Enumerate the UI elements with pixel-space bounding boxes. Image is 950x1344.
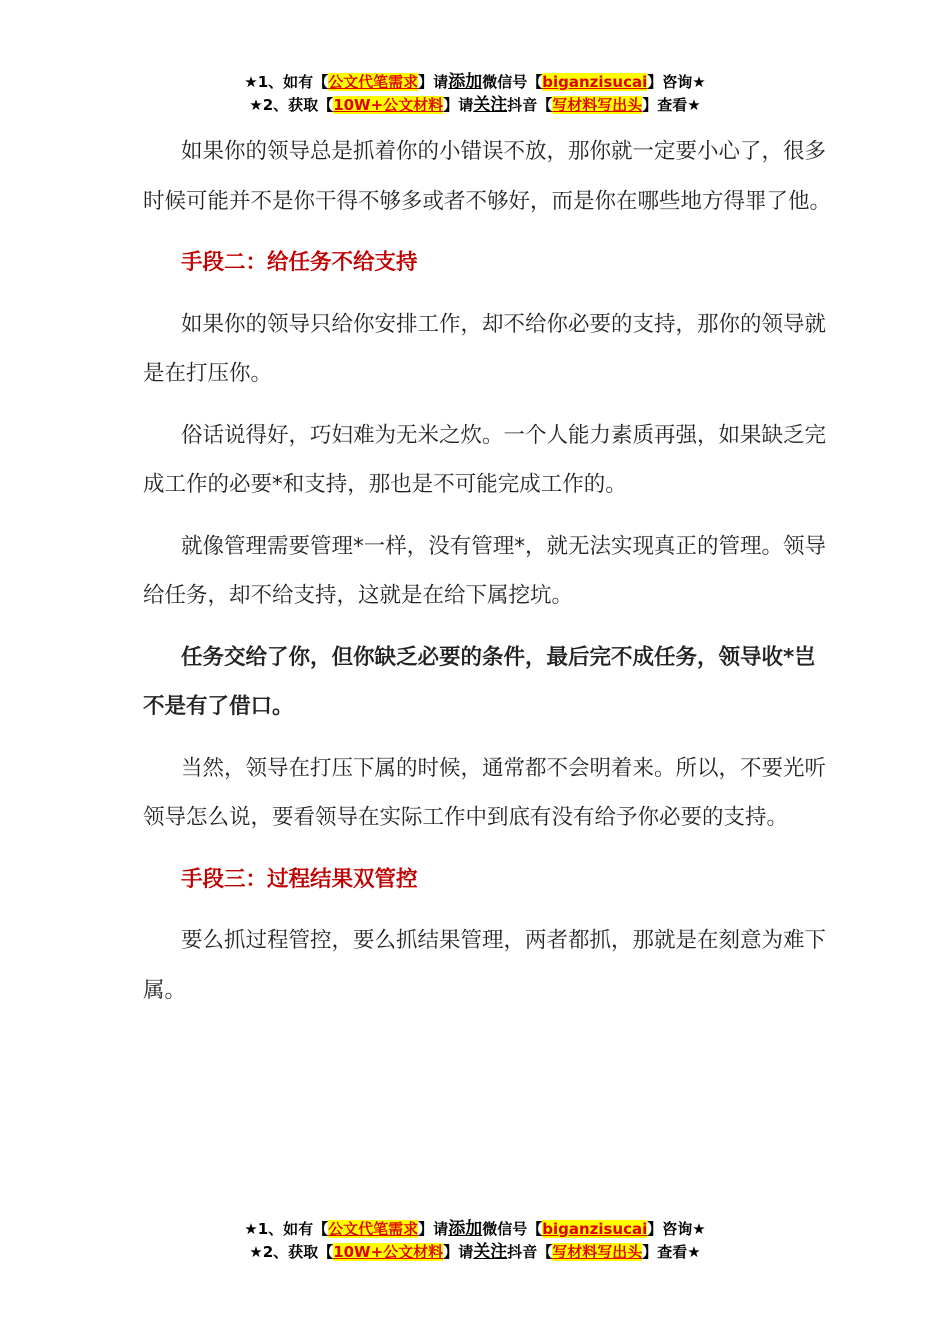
body-paragraph: 如果你的领导总是抓着你的小错误不放，那你就一定要小心了，很多时候可能并不是你干得不够多或者不够好，而是你在哪些地方得罪了他。 xyxy=(143,139,832,214)
banner-emphasis: 关注 xyxy=(473,1242,508,1262)
banner-text: 】请 xyxy=(418,73,449,91)
banner-highlight: 10W+公文材料 xyxy=(333,1243,444,1261)
banner-text: ★1、如有【 xyxy=(244,73,329,91)
banner-emphasis: 添加 xyxy=(448,72,483,92)
banner-text: 】查看★ xyxy=(642,96,701,114)
footer-banner xyxy=(0,1218,950,1264)
banner-highlight: 写材料写出头 xyxy=(552,1243,643,1261)
bold-paragraph: 任务交给了你，但你缺乏必要的条件，最后完不成任务，领导收*岂不是有了借口。 xyxy=(143,644,816,719)
banner-highlight: 10W+公文材料 xyxy=(333,96,444,114)
banner-text: 微信号【 xyxy=(482,73,543,91)
banner-text: 微信号【 xyxy=(482,1220,543,1238)
banner-text: 抖音【 xyxy=(507,96,553,114)
banner-highlight: 公文代笔需求 xyxy=(328,1220,419,1238)
document-body xyxy=(143,127,833,1027)
banner-emphasis: 添加 xyxy=(448,1219,483,1239)
banner-highlight: biganzisucai xyxy=(542,1220,648,1238)
banner-highlight: 写材料写出头 xyxy=(552,96,643,114)
banner-highlight: biganzisucai xyxy=(542,73,648,91)
banner-text: 】查看★ xyxy=(642,1243,701,1261)
banner-text: 】请 xyxy=(443,96,474,114)
banner-line-1 xyxy=(0,71,950,94)
banner-text: 】请 xyxy=(443,1243,474,1261)
banner-text: ★1、如有【 xyxy=(244,1220,329,1238)
banner-line-1 xyxy=(0,1218,950,1241)
banner-line-2 xyxy=(0,1241,950,1264)
section-heading: 手段三：过程结果双管控 xyxy=(181,866,418,892)
body-paragraph: 要么抓过程管控，要么抓结果管理，两者都抓，那就是在刻意为难下属。 xyxy=(143,928,827,1003)
body-paragraph: 俗话说得好，巧妇难为无米之炊。一个人能力素质再强，如果缺乏完成工作的必要*和支持，那也是不可能完成工作的。 xyxy=(143,422,827,497)
section-heading: 手段二：给任务不给支持 xyxy=(181,250,418,275)
banner-emphasis: 关注 xyxy=(473,95,508,115)
banner-text: 】请 xyxy=(418,1220,449,1238)
banner-highlight: 公文代笔需求 xyxy=(328,73,419,91)
header-banner xyxy=(0,71,950,117)
banner-text: ★2、获取【 xyxy=(249,1243,334,1261)
banner-text: 】咨询★ xyxy=(647,1220,706,1238)
body-paragraph: 当然，领导在打压下属的时候，通常都不会明着来。所以，不要光听领导怎么说，要看领导在实际工作中到底有没有给予你必要的支持。 xyxy=(143,755,827,830)
body-paragraph: 就像管理需要管理*一样，没有管理*，就无法实现真正的管理。领导给任务，却不给支持，这就是在给下属挖坑。 xyxy=(143,533,827,608)
banner-line-2 xyxy=(0,94,950,117)
banner-text: 】咨询★ xyxy=(647,73,706,91)
banner-text: ★2、获取【 xyxy=(249,96,334,114)
banner-text: 抖音【 xyxy=(507,1243,553,1261)
body-paragraph: 如果你的领导只给你安排工作，却不给你必要的支持，那你的领导就是在打压你。 xyxy=(143,311,827,386)
